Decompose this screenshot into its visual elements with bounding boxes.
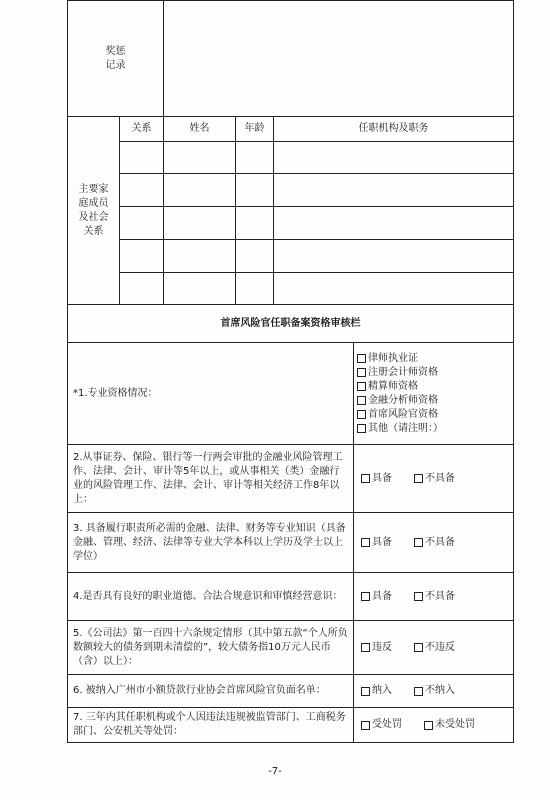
checkbox-icon [361, 474, 370, 483]
checkbox-icon [357, 354, 366, 363]
family-employer-cell[interactable] [274, 174, 514, 207]
family-employer-cell[interactable] [274, 142, 514, 174]
family-relation-cell[interactable] [120, 207, 164, 240]
checkbox-icon [361, 643, 370, 652]
family-age-cell[interactable] [236, 273, 274, 305]
option-financial-analyst[interactable]: 金融分析师资格 [357, 394, 509, 408]
option-cro[interactable]: 首席风险官资格 [357, 408, 509, 422]
family-employer-cell[interactable] [274, 207, 514, 240]
checkbox-icon [361, 538, 370, 547]
family-row [68, 207, 514, 240]
checkbox-icon [414, 538, 423, 547]
q6-yes-option[interactable]: 纳入 [361, 684, 392, 698]
checkbox-icon [414, 592, 423, 601]
family-age-cell[interactable] [236, 142, 274, 174]
col-header-employer: 任职机构及职务 [274, 117, 514, 142]
awards-label: 奖惩 记录 [68, 1, 164, 117]
checkbox-icon [357, 410, 366, 419]
family-name-cell[interactable] [164, 174, 236, 207]
checkbox-icon [414, 474, 423, 483]
checkbox-icon [361, 687, 370, 696]
review-section-title: 首席风险官任职备案资格审核栏 [68, 305, 514, 343]
family-employer-cell[interactable] [274, 273, 514, 305]
q7-yes-option[interactable]: 受处罚 [361, 718, 402, 732]
family-age-cell[interactable] [236, 207, 274, 240]
q3-yes-option[interactable]: 具备 [361, 536, 392, 550]
q4-yes-option[interactable]: 具备 [361, 590, 392, 604]
q6-text: 6. 被纳入广州市小额贷款行业协会首席风险官负面名单： [68, 675, 354, 708]
family-employer-cell[interactable] [274, 240, 514, 273]
awards-field[interactable] [164, 1, 514, 117]
q5-options [354, 621, 514, 675]
checkbox-icon [414, 687, 423, 696]
col-header-age: 年龄 [236, 117, 274, 142]
q7-text: 7. 三年内其任职机构或个人因违法违规被监管部门、工商税务部门、公安机关等处罚： [68, 708, 354, 743]
family-relation-cell[interactable] [120, 240, 164, 273]
checkbox-icon [361, 592, 370, 601]
family-row [68, 240, 514, 273]
q3-options [354, 513, 514, 573]
q5-text: 5.《公司法》第一百四十六条规定情形（其中第五款“个人所负数额较大的债务到期未清偿的”，较大债务指10万元人民币（含）以上）： [68, 621, 354, 675]
q1-text: *1.专业资格情况： [68, 343, 354, 445]
checkbox-icon [414, 643, 423, 652]
col-header-relation: 关系 [120, 117, 164, 142]
q7-no-option[interactable]: 未受处罚 [424, 718, 475, 732]
q4-options [354, 573, 514, 621]
family-row [68, 142, 514, 174]
option-cpa[interactable]: 注册会计师资格 [357, 366, 509, 380]
q4-no-option[interactable]: 不具备 [414, 590, 455, 604]
option-other[interactable]: 其他（请注明：） [357, 422, 509, 436]
q2-options [354, 445, 514, 513]
family-label: 主要家 庭成员 及社会 关系 [68, 117, 120, 305]
option-actuary[interactable]: 精算师资格 [357, 380, 509, 394]
q6-options [354, 675, 514, 708]
q2-yes-option[interactable]: 具备 [361, 472, 392, 486]
family-age-cell[interactable] [236, 174, 274, 207]
page-number: -7- [268, 766, 282, 777]
family-relation-cell[interactable] [120, 142, 164, 174]
checkbox-icon [357, 368, 366, 377]
family-relation-cell[interactable] [120, 273, 164, 305]
family-name-cell[interactable] [164, 207, 236, 240]
checkbox-icon [424, 721, 433, 730]
family-row [68, 273, 514, 305]
q6-no-option[interactable]: 不纳入 [414, 684, 455, 698]
checkbox-icon [357, 396, 366, 405]
checkbox-icon [357, 424, 366, 433]
family-row [68, 174, 514, 207]
checkbox-icon [357, 382, 366, 391]
q7-options [354, 708, 514, 743]
q5-yes-option[interactable]: 违反 [361, 641, 392, 655]
q3-text: 3. 具备履行职责所必需的金融、法律、财务等专业知识（具备金融、管理、经济、法律等专业大学本科以上学历及学士以上学位） [68, 513, 354, 573]
q2-text: 2.从事证券、保险、银行等一行两会审批的金融业风险管理工作、法律、会计、审计等5年以上，或从事相关（类）金融行业的风险管理工作、法律、会计、审计等相关经济工作8年以上： [68, 445, 354, 513]
family-relation-cell[interactable] [120, 174, 164, 207]
filing-form-table [67, 0, 514, 743]
q1-options [354, 343, 514, 445]
q5-no-option[interactable]: 不违反 [414, 641, 455, 655]
family-name-cell[interactable] [164, 273, 236, 305]
q4-text: 4.是否具有良好的职业道德、合法合规意识和审慎经营意识： [68, 573, 354, 621]
family-name-cell[interactable] [164, 240, 236, 273]
q3-no-option[interactable]: 不具备 [414, 536, 455, 550]
family-age-cell[interactable] [236, 240, 274, 273]
q2-no-option[interactable]: 不具备 [414, 472, 455, 486]
col-header-name: 姓名 [164, 117, 236, 142]
family-name-cell[interactable] [164, 142, 236, 174]
checkbox-icon [361, 721, 370, 730]
option-lawyer-license[interactable]: 律师执业证 [357, 352, 509, 366]
